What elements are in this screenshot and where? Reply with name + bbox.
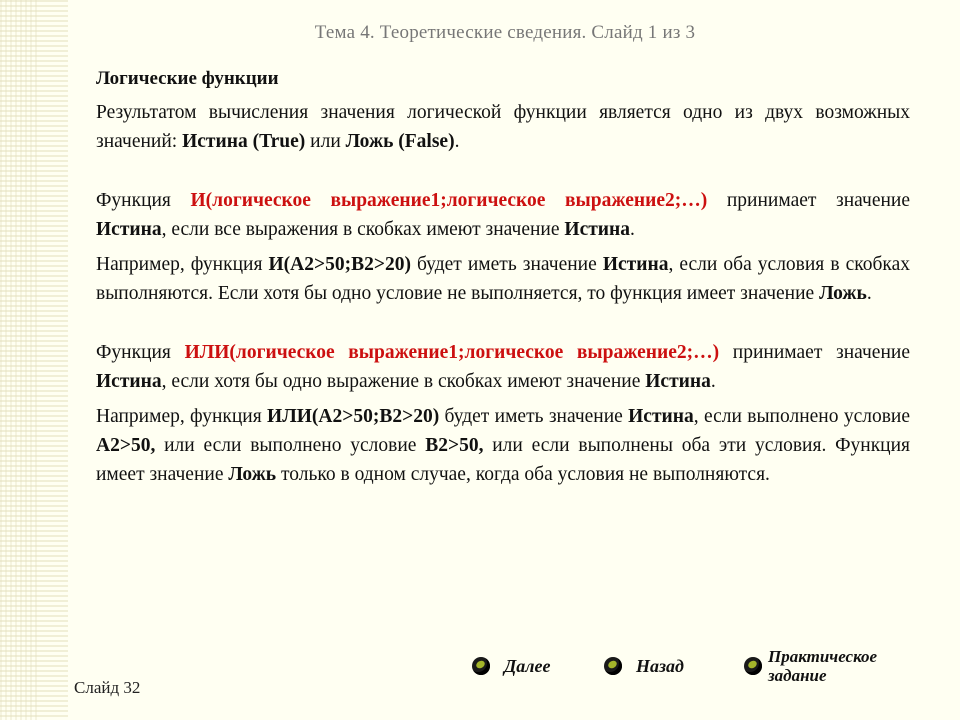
or-example-condition: В2>50,	[425, 435, 484, 456]
back-label: Назад	[636, 655, 684, 676]
and-text: Функция	[96, 190, 191, 211]
or-true-term: Истина	[96, 371, 162, 392]
and-definition	[96, 186, 910, 244]
or-example-text: или если выполнено условие	[155, 435, 426, 456]
or-example-true-term: Истина	[628, 406, 694, 427]
intro-text: Результатом вычисления значения логической функции является одно из двух возможных значений:	[96, 102, 910, 152]
and-example-false-term: Ложь	[819, 283, 867, 304]
or-example	[96, 402, 910, 489]
practice-task-button[interactable]	[744, 644, 877, 688]
and-example-text: Например, функция	[96, 254, 269, 275]
decorative-stripe	[0, 0, 68, 720]
practice-label	[768, 647, 877, 685]
intro-paragraph	[96, 98, 910, 156]
or-example-text: будет иметь значение	[439, 406, 629, 427]
and-text: принимает значение	[707, 190, 910, 211]
intro-text: или	[305, 131, 346, 152]
bullet-icon	[744, 657, 762, 675]
practice-label-line2: задание	[768, 666, 827, 685]
and-text: .	[630, 219, 635, 240]
and-true-term: Истина	[96, 219, 162, 240]
or-example-text: Например, функция	[96, 406, 268, 427]
and-syntax: И(логическое выражение1;логическое выражение2;…)	[190, 190, 708, 211]
and-example-text: .	[866, 283, 872, 304]
or-true-term: Истина	[645, 371, 711, 392]
and-true-term: Истина	[564, 219, 631, 240]
or-text: Функция	[96, 342, 185, 363]
or-example-false-term: Ложь	[228, 464, 277, 485]
or-example-text: только в одном случае, когда оба условия не выполняются.	[276, 464, 770, 485]
or-example-text: или если выполнены оба эти условия. Функция имеет значение	[96, 435, 911, 485]
or-example-text: , если выполнено условие	[693, 406, 910, 427]
practice-label-line1: Практическое	[768, 647, 878, 666]
and-example-true-term: Истина	[602, 254, 669, 275]
back-button[interactable]	[604, 650, 684, 682]
and-example-formula: И(А2>50;В2>20)	[268, 254, 411, 275]
next-button[interactable]	[472, 650, 551, 682]
or-syntax: ИЛИ(логическое выражение1;логическое выражение2;…)	[184, 342, 720, 363]
and-example-text: будет иметь значение	[410, 254, 603, 275]
section-title: Логические функции	[96, 68, 279, 89]
or-text: , если хотя бы одно выражение в скобках имеют значение	[161, 371, 646, 392]
intro-text: .	[454, 131, 460, 152]
spacer	[96, 314, 910, 338]
and-example	[96, 250, 910, 308]
and-example-text: , если оба условия в скобках выполняются. Если хотя бы одно условие не выполняется, то функция имеет значение	[96, 254, 910, 304]
slide-header: Тема 4. Теоретические сведения. Слайд 1 из 3	[314, 22, 696, 43]
bullet-icon	[604, 657, 622, 675]
or-text: .	[710, 371, 716, 392]
slide-number: Слайд 32	[74, 678, 141, 697]
or-example-condition: А2>50,	[96, 435, 156, 456]
or-definition	[96, 338, 910, 396]
spacer	[96, 162, 910, 186]
intro-true-term: Истина (True)	[182, 131, 306, 152]
or-text: принимает значение	[719, 342, 910, 363]
slide-content	[96, 68, 910, 495]
intro-false-term: Ложь (False)	[345, 131, 455, 152]
or-example-formula: ИЛИ(А2>50;В2>20)	[267, 406, 440, 427]
next-label: Далее	[504, 655, 551, 676]
decorative-stripe-inner	[0, 0, 40, 720]
bullet-icon	[472, 657, 490, 675]
and-text: , если все выражения в скобках имеют значение	[161, 219, 565, 240]
